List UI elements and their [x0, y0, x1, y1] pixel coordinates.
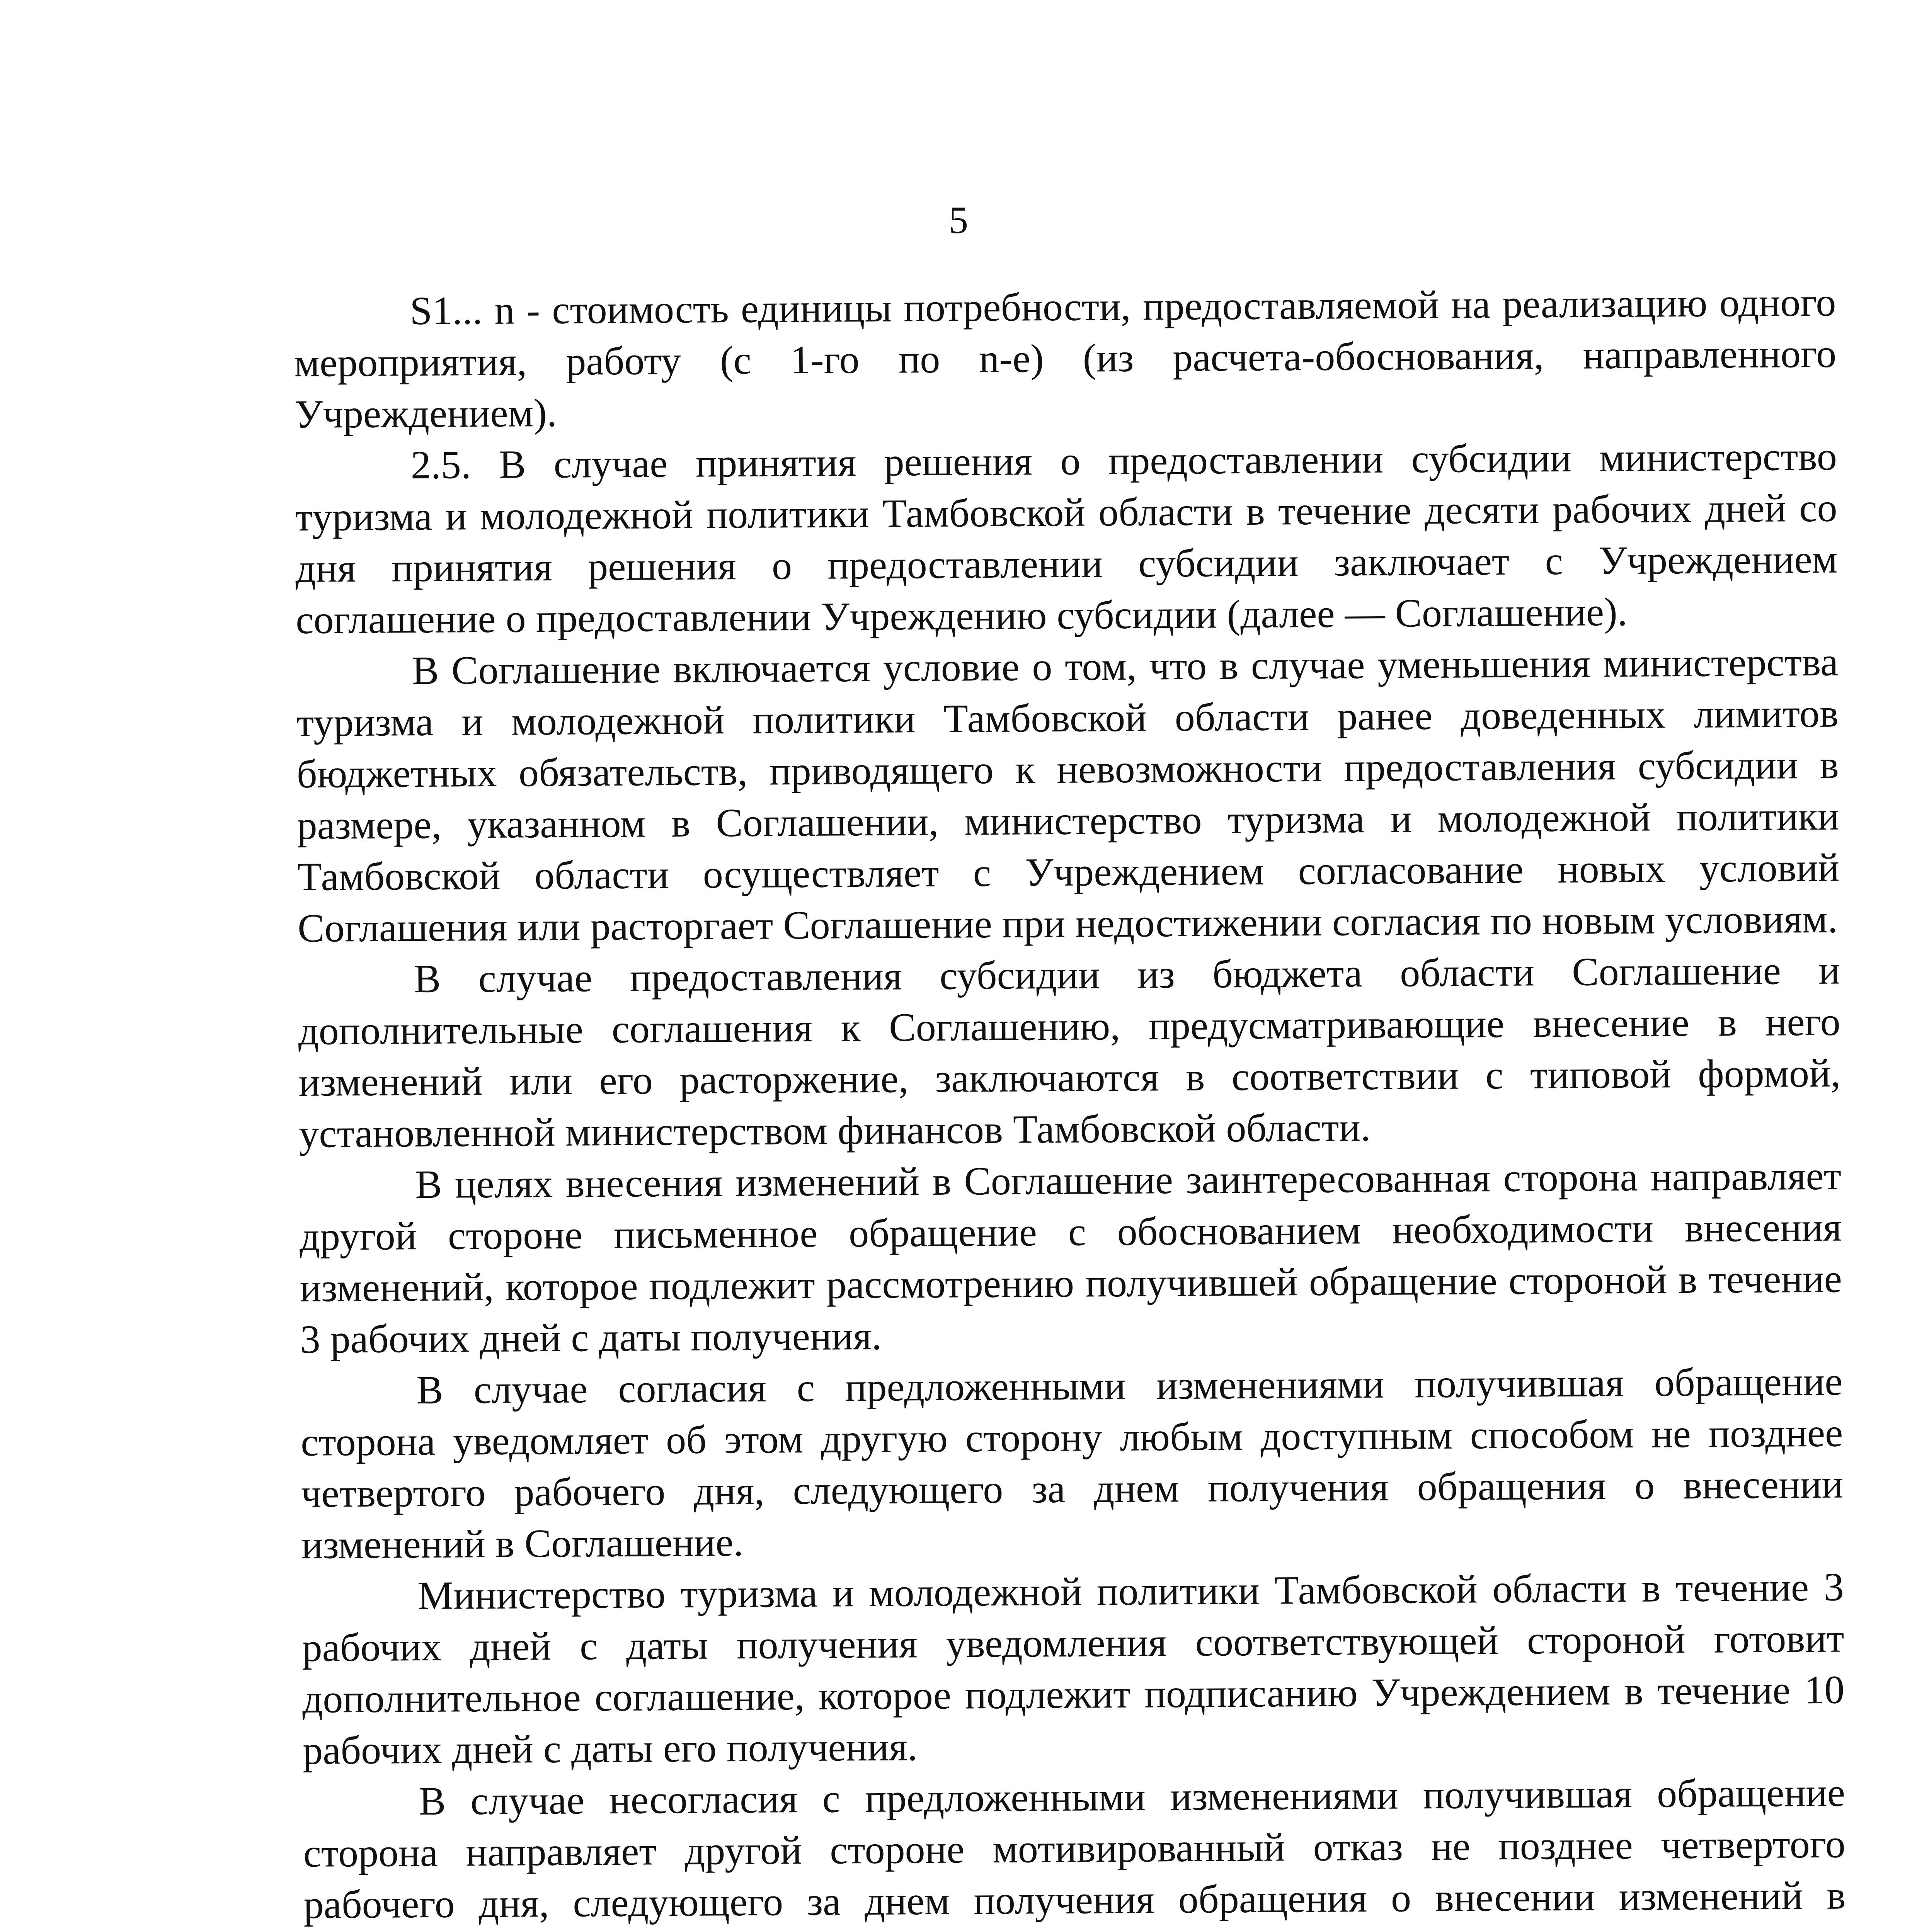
document-body: [294, 277, 1848, 1932]
paragraph-additional-agreement: Министерство туризма и молодежной политики Тамбовской области в течение 3 рабочих дней с даты получения уведомления соответствующей стороной готовит дополнительное соглашение, которое подлежит подписанию Учреждением в течение 10 рабочих дней с даты его получения.: [302, 1565, 1845, 1773]
paragraph-standard-form: В случае предоставления субсидии из бюджета области Соглашение и дополнительные соглашения к Соглашению, предусматривающие внесение в него изменений или его расторжение, заключаются в соответствии с типовой формой, установленной министерством финансов Тамбовской области.: [298, 948, 1841, 1156]
paragraph-agreement-condition: В Соглашение включается условие о том, что в случае уменьшения министерства туризма и молодежной политики Тамбовской области ранее доведенных лимитов бюджетных обязательств, приводящего к невозможности предоставления субсидии в размере, указанном в Соглашении, министерство туризма и молодежной политики Тамбовской области осуществляет с Учреждением согласование новых условий Соглашения или расторгает Соглашение при недостижении согласия по новым условиям.: [296, 639, 1840, 951]
paragraph-disagreement: В случае несогласия с предложенными изменениями получившая обращение сторона направляет другой стороне мотивированный отказ не позднее четвертого рабочего дня, следующего за днем получения обращения о внесении изменений в: [303, 1770, 1846, 1927]
paragraph-2-5: 2.5. В случае принятия решения о предоставлении субсидии министерство туризма и молодежной политики Тамбовской области в течение десяти рабочих дней со дня принятия решения о предоставлении субсидии заключает с Учреждением соглашение о предоставлении Учреждению субсидии (далее — Соглашение).: [295, 434, 1838, 642]
paragraph-consent: В случае согласия с предложенными изменениями получившая обращение сторона уведомляет об этом другую сторону любым доступным способом не позднее четвертого рабочего дня, следующего за днем получения обращения о внесении изменений в Соглашение.: [300, 1359, 1844, 1567]
paragraph-changes-request: В целях внесения изменений в Соглашение заинтересованная сторона направляет другой стороне письменное обращение с обоснованием необходимости внесения изменений, которое подлежит рассмотрению получившей обращение стороной в течение 3 рабочих дней с даты получения.: [299, 1153, 1842, 1362]
paragraph-formula-legend: S1... n - стоимость единицы потребности, предоставляемой на реализацию одного мероприятия, работу (с 1-го по n-е) (из расчета-обоснования, направленного Учреждением).: [294, 280, 1837, 437]
page-number: 5: [949, 199, 968, 242]
